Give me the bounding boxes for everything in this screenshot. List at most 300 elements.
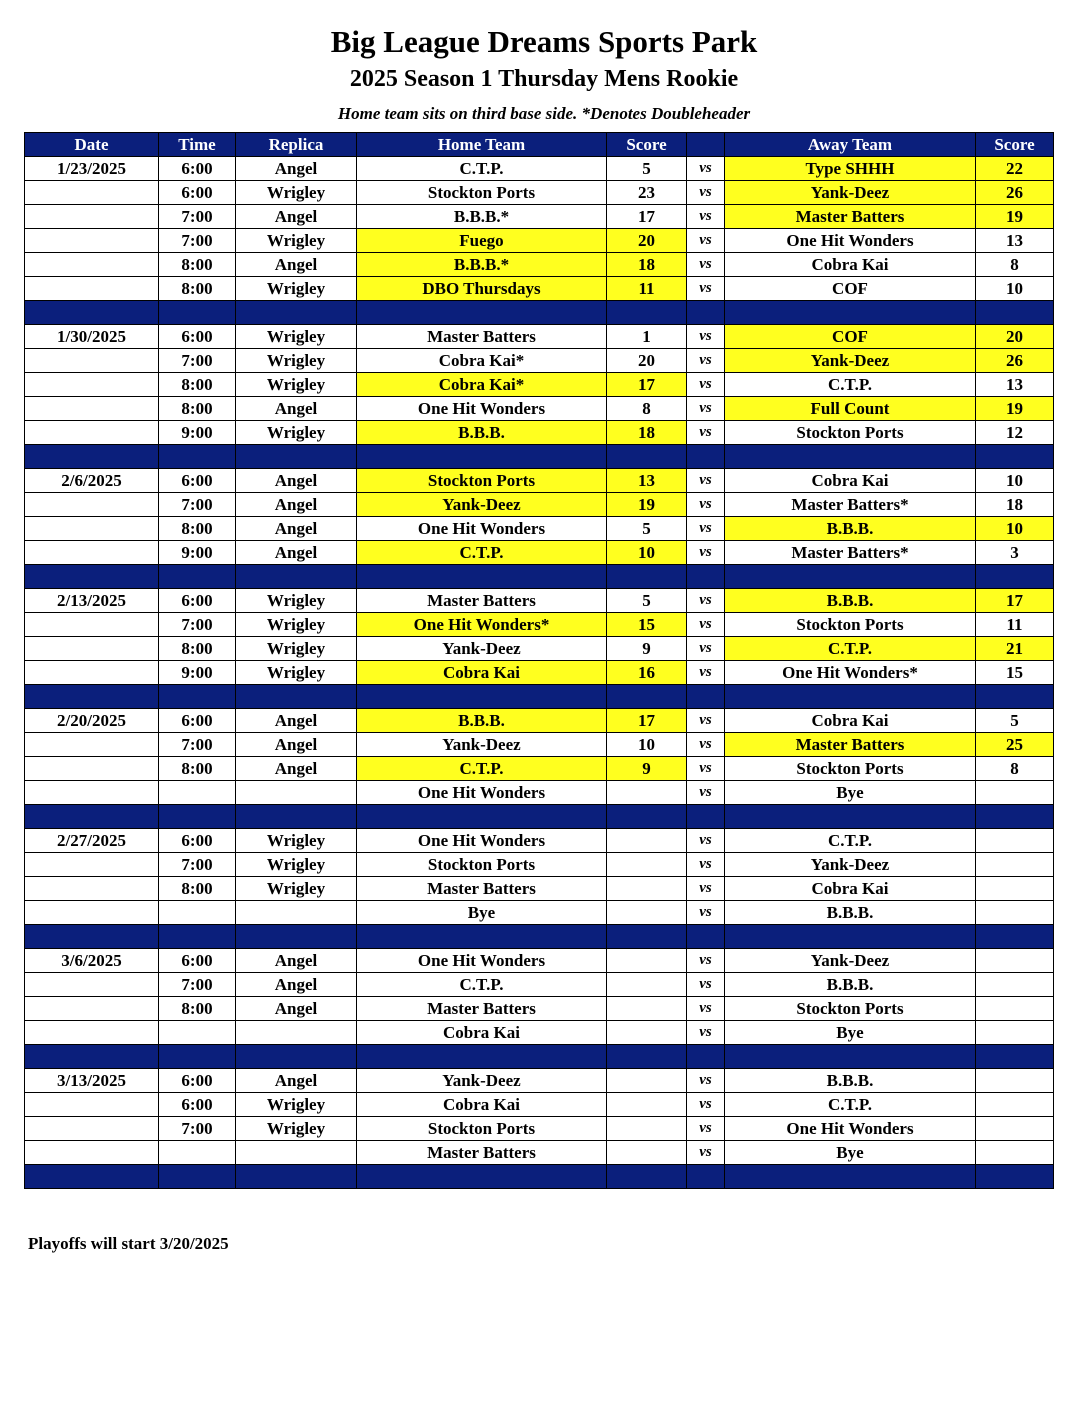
game-row [25,829,1054,853]
separator-cell [725,1165,976,1189]
home-score-cell: 18 [607,253,687,277]
week-separator-row [25,805,1054,829]
header-row [25,133,1054,157]
date-cell [25,205,159,229]
away-score-cell: 19 [976,205,1054,229]
separator-cell [976,925,1054,949]
separator-cell [687,925,725,949]
separator-cell [357,445,607,469]
home-team-cell: Cobra Kai* [357,373,607,397]
game-row [25,325,1054,349]
separator-cell [159,445,236,469]
home-team-cell: Fuego [357,229,607,253]
home-team-cell: Cobra Kai [357,1021,607,1045]
away-score-cell: 12 [976,421,1054,445]
game-row [25,637,1054,661]
separator-cell [687,805,725,829]
game-row [25,853,1054,877]
away-score-cell: 5 [976,709,1054,733]
vs-label: vs [687,1117,725,1141]
away-team-cell: Stockton Ports [725,997,976,1021]
game-row [25,277,1054,301]
home-team-cell: One Hit Wonders [357,517,607,541]
time-cell: 6:00 [159,1069,236,1093]
separator-cell [607,685,687,709]
replica-cell: Angel [236,397,357,421]
game-row [25,901,1054,925]
vs-label: vs [687,277,725,301]
game-row [25,469,1054,493]
separator-cell [25,301,159,325]
home-team-cell: Master Batters [357,325,607,349]
date-cell [25,181,159,205]
away-team-cell: Type SHHH [725,157,976,181]
separator-cell [236,805,357,829]
away-team-cell: Bye [725,1141,976,1165]
away-score-cell [976,853,1054,877]
home-score-cell: 20 [607,349,687,373]
away-score-cell: 17 [976,589,1054,613]
home-score-cell: 5 [607,517,687,541]
away-score-cell [976,1021,1054,1045]
away-score-cell [976,1069,1054,1093]
separator-cell [25,1165,159,1189]
separator-cell [236,445,357,469]
away-score-cell: 15 [976,661,1054,685]
separator-cell [687,301,725,325]
game-row [25,589,1054,613]
home-score-cell: 18 [607,421,687,445]
separator-cell [687,685,725,709]
date-cell [25,277,159,301]
game-row [25,1021,1054,1045]
week-separator-row [25,925,1054,949]
time-cell: 6:00 [159,157,236,181]
away-team-cell: Master Batters* [725,493,976,517]
separator-cell [25,565,159,589]
separator-cell [725,445,976,469]
date-cell [25,973,159,997]
home-team-cell: C.T.P. [357,973,607,997]
away-team-cell: B.B.B. [725,589,976,613]
col-header-away-score: Score [976,133,1054,157]
time-cell: 7:00 [159,349,236,373]
separator-cell [236,1165,357,1189]
vs-label: vs [687,1021,725,1045]
replica-cell: Wrigley [236,229,357,253]
vs-label: vs [687,829,725,853]
time-cell: 7:00 [159,205,236,229]
away-team-cell: COF [725,277,976,301]
separator-cell [725,685,976,709]
home-score-cell [607,781,687,805]
separator-cell [607,445,687,469]
away-score-cell: 25 [976,733,1054,757]
separator-cell [976,445,1054,469]
page-title: Big League Dreams Sports Park [330,24,758,59]
game-row [25,349,1054,373]
away-score-cell [976,997,1054,1021]
away-team-cell: B.B.B. [725,901,976,925]
away-team-cell: B.B.B. [725,517,976,541]
vs-label: vs [687,325,725,349]
home-score-cell: 17 [607,373,687,397]
vs-label: vs [687,1141,725,1165]
game-row [25,613,1054,637]
date-cell [25,853,159,877]
home-team-cell: One Hit Wonders [357,829,607,853]
time-cell: 7:00 [159,973,236,997]
replica-cell: Angel [236,997,357,1021]
game-row [25,949,1054,973]
home-team-cell: One Hit Wonders [357,949,607,973]
date-cell [25,901,159,925]
home-score-cell: 17 [607,709,687,733]
separator-cell [159,565,236,589]
schedule-body [25,157,1054,1189]
date-cell [25,1093,159,1117]
game-row [25,157,1054,181]
separator-cell [159,685,236,709]
separator-cell [159,301,236,325]
separator-cell [687,565,725,589]
home-score-cell [607,829,687,853]
game-row [25,709,1054,733]
page-subtitle: 2025 Season 1 Thursday Mens Rookie [349,66,739,92]
home-score-cell: 13 [607,469,687,493]
week-separator-row [25,301,1054,325]
schedule-table [24,132,1054,1189]
home-score-cell: 5 [607,157,687,181]
time-cell: 8:00 [159,397,236,421]
away-team-cell: B.B.B. [725,1069,976,1093]
separator-cell [607,301,687,325]
week-separator-row [25,1045,1054,1069]
away-team-cell: One Hit Wonders [725,1117,976,1141]
separator-cell [236,565,357,589]
home-team-cell: Master Batters [357,589,607,613]
separator-cell [357,685,607,709]
replica-cell: Wrigley [236,1117,357,1141]
replica-cell: Wrigley [236,325,357,349]
time-cell: 8:00 [159,757,236,781]
replica-cell: Wrigley [236,181,357,205]
week-separator-row [25,445,1054,469]
away-score-cell: 22 [976,157,1054,181]
vs-label: vs [687,901,725,925]
separator-cell [357,1165,607,1189]
time-cell: 6:00 [159,1093,236,1117]
home-score-cell: 20 [607,229,687,253]
time-cell: 9:00 [159,541,236,565]
week-separator-row [25,565,1054,589]
col-header-time: Time [159,133,236,157]
home-score-cell [607,1141,687,1165]
separator-cell [607,925,687,949]
date-cell [25,229,159,253]
replica-cell: Wrigley [236,829,357,853]
home-team-cell: Stockton Ports [357,853,607,877]
vs-label: vs [687,349,725,373]
home-team-cell: Yank-Deez [357,637,607,661]
date-cell: 1/23/2025 [25,157,159,181]
separator-cell [687,445,725,469]
week-separator-row [25,1165,1054,1189]
separator-cell [687,1045,725,1069]
home-team-cell: Master Batters [357,1141,607,1165]
away-team-cell: B.B.B. [725,973,976,997]
replica-cell: Wrigley [236,373,357,397]
separator-cell [236,301,357,325]
away-score-cell: 3 [976,541,1054,565]
time-cell: 8:00 [159,373,236,397]
separator-cell [725,925,976,949]
playoffs-note: Playoffs will start 3/20/2025 [28,1234,229,1253]
date-cell [25,733,159,757]
home-team-cell: Cobra Kai* [357,349,607,373]
game-row [25,181,1054,205]
separator-cell [25,685,159,709]
separator-cell [25,925,159,949]
away-team-cell: Full Count [725,397,976,421]
replica-cell: Angel [236,157,357,181]
vs-label: vs [687,1069,725,1093]
time-cell: 8:00 [159,253,236,277]
home-team-cell: C.T.P. [357,757,607,781]
date-cell [25,1141,159,1165]
col-header-date: Date [25,133,159,157]
away-score-cell: 19 [976,397,1054,421]
date-cell: 2/27/2025 [25,829,159,853]
separator-cell [159,1165,236,1189]
separator-cell [236,925,357,949]
date-cell [25,397,159,421]
date-cell: 2/6/2025 [25,469,159,493]
vs-label: vs [687,637,725,661]
date-cell [25,493,159,517]
away-score-cell [976,1093,1054,1117]
game-row [25,661,1054,685]
away-team-cell: Master Batters* [725,541,976,565]
away-score-cell [976,901,1054,925]
game-row [25,973,1054,997]
date-cell [25,349,159,373]
date-cell: 1/30/2025 [25,325,159,349]
vs-label: vs [687,997,725,1021]
replica-cell: Wrigley [236,349,357,373]
home-score-cell [607,1021,687,1045]
away-team-cell: Bye [725,1021,976,1045]
vs-label: vs [687,949,725,973]
vs-label: vs [687,469,725,493]
separator-cell [236,685,357,709]
replica-cell: Angel [236,973,357,997]
away-score-cell [976,1141,1054,1165]
away-score-cell: 21 [976,637,1054,661]
date-cell [25,541,159,565]
away-score-cell: 10 [976,469,1054,493]
away-score-cell: 18 [976,493,1054,517]
home-team-cell: Master Batters [357,997,607,1021]
away-team-cell: Cobra Kai [725,469,976,493]
time-cell: 8:00 [159,997,236,1021]
time-cell [159,1021,236,1045]
away-team-cell: COF [725,325,976,349]
home-team-cell: Yank-Deez [357,493,607,517]
home-team-cell: Yank-Deez [357,733,607,757]
date-cell [25,757,159,781]
replica-cell [236,901,357,925]
away-team-cell: Yank-Deez [725,349,976,373]
away-score-cell: 10 [976,517,1054,541]
away-team-cell: Cobra Kai [725,709,976,733]
separator-cell [25,805,159,829]
home-team-cell: Master Batters [357,877,607,901]
home-team-cell: One Hit Wonders [357,781,607,805]
date-cell [25,253,159,277]
home-score-cell: 10 [607,733,687,757]
away-score-cell: 13 [976,373,1054,397]
away-team-cell: One Hit Wonders* [725,661,976,685]
home-score-cell: 11 [607,277,687,301]
time-cell: 9:00 [159,661,236,685]
replica-cell [236,781,357,805]
separator-cell [159,1045,236,1069]
week-separator-row [25,685,1054,709]
separator-cell [725,301,976,325]
game-row [25,493,1054,517]
away-score-cell [976,829,1054,853]
home-score-cell: 17 [607,205,687,229]
home-score-cell [607,901,687,925]
separator-cell [357,1045,607,1069]
away-score-cell: 11 [976,613,1054,637]
game-row [25,517,1054,541]
date-cell: 3/6/2025 [25,949,159,973]
replica-cell: Wrigley [236,637,357,661]
home-score-cell [607,997,687,1021]
home-team-cell: Cobra Kai [357,661,607,685]
time-cell [159,1141,236,1165]
time-cell: 6:00 [159,829,236,853]
home-team-cell: B.B.B. [357,709,607,733]
away-score-cell [976,781,1054,805]
time-cell: 7:00 [159,853,236,877]
separator-cell [976,565,1054,589]
home-team-cell: B.B.B.* [357,205,607,229]
separator-cell [725,1045,976,1069]
date-cell: 2/20/2025 [25,709,159,733]
game-row [25,757,1054,781]
time-cell: 7:00 [159,229,236,253]
away-team-cell: Cobra Kai [725,877,976,901]
home-team-cell: Stockton Ports [357,181,607,205]
game-row [25,421,1054,445]
date-cell [25,661,159,685]
away-team-cell: Stockton Ports [725,421,976,445]
replica-cell: Angel [236,757,357,781]
date-cell [25,637,159,661]
time-cell: 7:00 [159,1117,236,1141]
time-cell: 7:00 [159,733,236,757]
time-cell: 8:00 [159,277,236,301]
away-team-cell: C.T.P. [725,829,976,853]
vs-label: vs [687,541,725,565]
away-score-cell: 8 [976,757,1054,781]
time-cell: 6:00 [159,325,236,349]
separator-cell [357,565,607,589]
vs-label: vs [687,373,725,397]
replica-cell: Angel [236,205,357,229]
time-cell: 6:00 [159,949,236,973]
vs-label: vs [687,205,725,229]
vs-label: vs [687,157,725,181]
home-score-cell: 16 [607,661,687,685]
game-row [25,541,1054,565]
home-team-cell: One Hit Wonders [357,397,607,421]
time-cell [159,901,236,925]
away-score-cell: 13 [976,229,1054,253]
away-team-cell: Yank-Deez [725,181,976,205]
separator-cell [976,1165,1054,1189]
time-cell: 8:00 [159,517,236,541]
vs-label: vs [687,181,725,205]
game-row [25,781,1054,805]
vs-label: vs [687,1093,725,1117]
time-cell: 6:00 [159,181,236,205]
separator-cell [607,1165,687,1189]
away-score-cell [976,1117,1054,1141]
game-row [25,1117,1054,1141]
away-team-cell: Bye [725,781,976,805]
date-cell [25,517,159,541]
replica-cell [236,1021,357,1045]
vs-label: vs [687,517,725,541]
vs-label: vs [687,421,725,445]
away-team-cell: C.T.P. [725,1093,976,1117]
away-team-cell: Master Batters [725,733,976,757]
separator-cell [25,1045,159,1069]
vs-label: vs [687,757,725,781]
time-cell: 6:00 [159,469,236,493]
home-score-cell: 1 [607,325,687,349]
separator-cell [976,685,1054,709]
separator-cell [725,805,976,829]
vs-label: vs [687,661,725,685]
separator-cell [607,1045,687,1069]
away-score-cell: 8 [976,253,1054,277]
separator-cell [976,1045,1054,1069]
page-note: Home team sits on third base side. *Denotes Doubleheader [337,104,751,123]
vs-label: vs [687,253,725,277]
time-cell [159,781,236,805]
away-team-cell: Stockton Ports [725,757,976,781]
vs-label: vs [687,709,725,733]
time-cell: 9:00 [159,421,236,445]
time-cell: 8:00 [159,637,236,661]
replica-cell: Wrigley [236,589,357,613]
replica-cell: Angel [236,493,357,517]
replica-cell: Angel [236,541,357,565]
vs-label: vs [687,589,725,613]
separator-cell [607,805,687,829]
vs-label: vs [687,733,725,757]
game-row [25,1141,1054,1165]
home-score-cell [607,853,687,877]
separator-cell [357,925,607,949]
separator-cell [25,445,159,469]
away-score-cell: 10 [976,277,1054,301]
